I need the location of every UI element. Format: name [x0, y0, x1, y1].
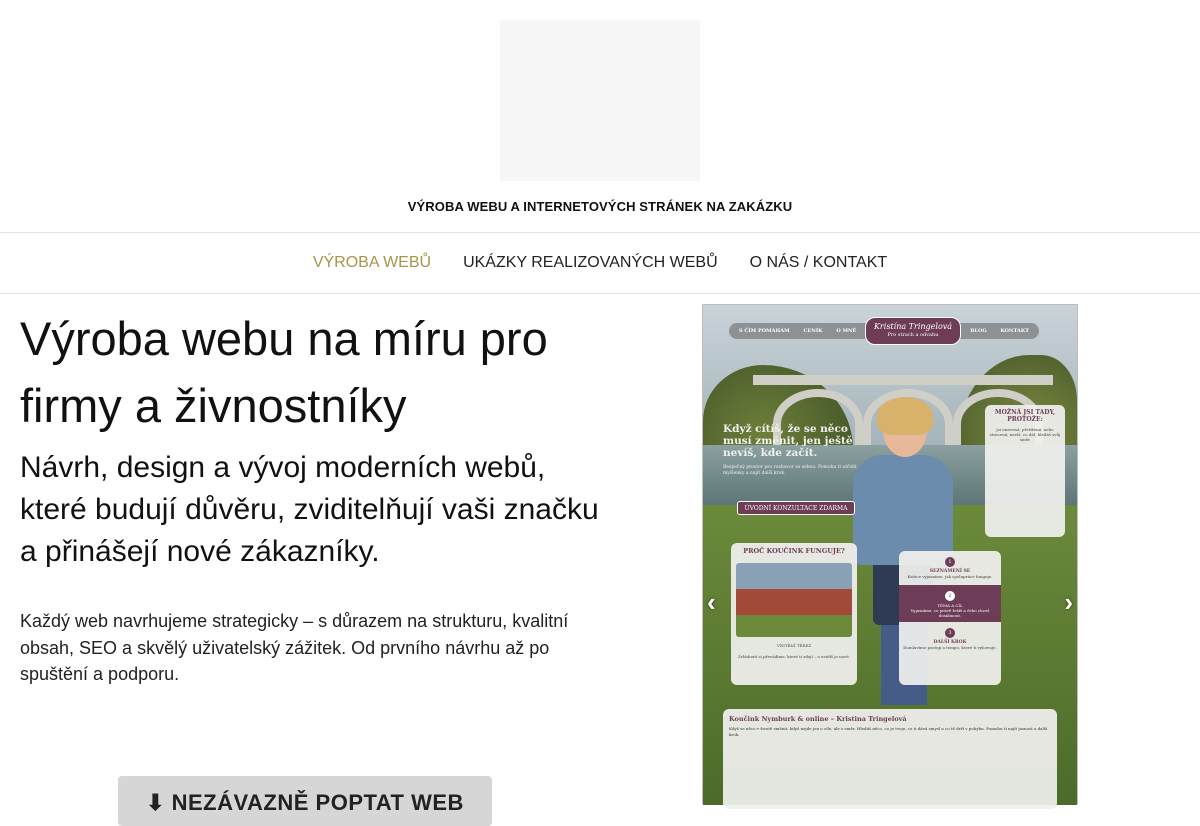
chevron-left-icon[interactable]: ‹ — [707, 587, 716, 617]
nav-item-o-nas-kontakt[interactable]: O NÁS / KONTAKT — [749, 254, 888, 271]
site-logo-placeholder[interactable] — [500, 20, 700, 181]
main-navigation — [0, 232, 1200, 294]
step-title: DALŠÍ KROK — [933, 640, 967, 645]
slide-coaching-image — [736, 563, 852, 637]
slide-why-here-card — [985, 405, 1065, 537]
step-band — [899, 585, 1001, 622]
slide-nav-item: KONTAKT — [1000, 328, 1029, 334]
nav-item-vyroba-webu[interactable]: VÝROBA WEBŮ — [312, 254, 432, 271]
step-number: 1 — [945, 557, 955, 567]
hero-subtitle: Návrh, design a vývoj moderních webů, které budují důvěru, zviditelňují vaši značku a přinášejí nové zákazníky. — [20, 451, 599, 568]
slide-nav-item: O MNĚ — [836, 328, 857, 334]
slide-coaching-caption: VNITŘNÍ TĚREZ — [776, 643, 812, 648]
slide-text-body: Když se něco v životě změnit, když nejde jen o cíle, ale o směr. Hledáš něco, co je tvoje, co ti dává smysl a co tě drží v pohybu. Pomohu ti najít jasnost a další krok. — [729, 726, 1048, 737]
step-text: Vyjasníme, co právě řešíš a čeho chceš dosáhnout. — [910, 608, 990, 618]
slide-coaching-heading: PROČ KOUČINK FUNGUJE? — [743, 547, 845, 555]
portfolio-slider[interactable] — [702, 304, 1078, 804]
step-number: 2 — [945, 591, 955, 601]
step-text: Krátce vyjasníme, jak spolupráce funguje. — [907, 574, 993, 579]
site-tagline: VÝROBA WEBU A INTERNETOVÝCH STRÁNEK NA ZAKÁZKU — [407, 199, 793, 214]
slide-logo-tagline: Pro strach a odvahu — [887, 332, 939, 338]
slide-hero-text: Bezpečný prostor pro rozhovor se sebou. Pomohu ti utřídit myšlenky a najít další krok. — [723, 465, 857, 476]
slide-why-here-text: jsi unavená, přetížená, nebo ztracená; nevíš, co dál; hledáš svůj směr — [989, 427, 1061, 442]
chevron-right-icon[interactable]: › — [1064, 587, 1073, 617]
slide-text-card — [723, 709, 1057, 809]
slide-site-logo — [865, 317, 961, 345]
slide-nav-item: CENÍK — [803, 328, 823, 334]
nav-item-ukazky[interactable]: UKÁZKY REALIZOVANÝCH WEBŮ — [463, 254, 718, 271]
cta-inquiry-button[interactable]: ⬇ NEZÁVAZNĚ POPTAT WEB — [118, 776, 492, 826]
slide-logo-name: Kristína Tringelová — [873, 322, 953, 331]
slide-nav-item: S ČÍM POMÁHÁM — [739, 328, 790, 334]
slide-steps-card — [899, 551, 1001, 685]
step-number: 3 — [945, 628, 955, 638]
slide-person-hair — [877, 397, 933, 435]
slide-hero-heading: Když cítíš, že se něco musí změnit, jen ještě nevíš, kde začít. — [723, 423, 853, 459]
slide-hero-card — [723, 423, 863, 503]
slide-why-here-heading: MOŽNÁ JSI TADY, PROTOŽE: — [994, 409, 1056, 423]
slide-nav-item: BLOG — [970, 328, 987, 334]
slide-coaching-text: Zvládnutí si převádíme, které ti zdají – a uvidíš je nové. — [737, 654, 851, 659]
slide-screenshot — [703, 305, 1077, 803]
slide-person-jacket — [853, 455, 953, 565]
slide-consult-button: ÚVODNÍ KONZULTACE ZDARMA — [737, 501, 855, 515]
slide-coaching-card — [731, 543, 857, 685]
step-text: Domluvíme postup a tempo, které ti vyhovuje. — [903, 645, 997, 650]
hero-title: Výroba webu na míru pro firmy a živnostníky — [20, 312, 548, 432]
step-title: TÉMA A CÍL — [937, 603, 963, 608]
slide-text-heading: Koučink Nymburk & online – Kristina Tringelová — [729, 715, 907, 723]
hero-description: Každý web navrhujeme strategicky – s důrazem na strukturu, kvalitní obsah, SEO a skvělý uživatelský zážitek. Od prvního návrhu až po spuštění a podporu. — [20, 611, 569, 684]
step-title: SEZNÁMENÍ SE — [929, 569, 971, 574]
